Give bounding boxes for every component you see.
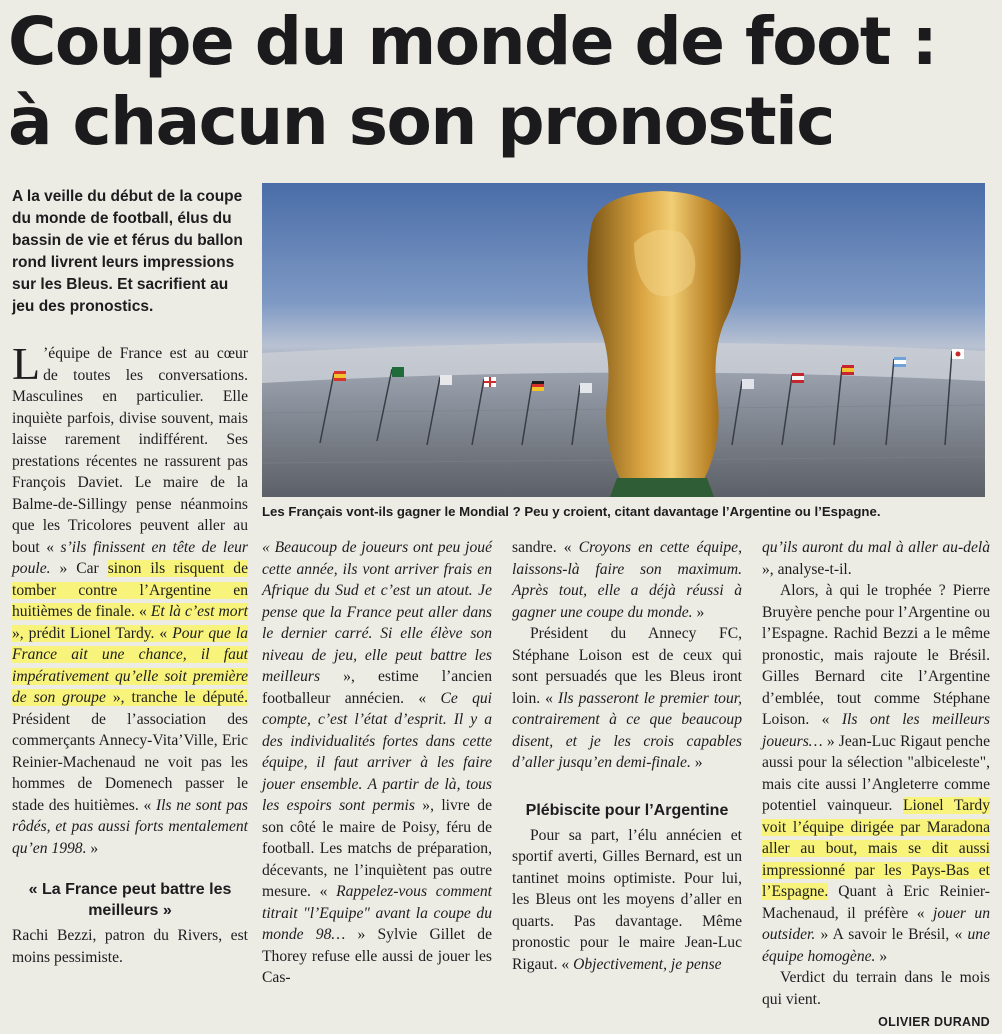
- article-column-2: [262, 537, 492, 989]
- highlighted-text: Lionel Tardy voit l’équipe dirigée par Maradona aller au bout, mais se dit aussi impressionné par les Pays-Bas et l’Espagne.: [762, 797, 990, 900]
- article-paragraph: « Beaucoup de joueurs ont peu joué cette année, ils vont arriver frais en Afrique du Sud et c’est un atout. Je pense que la France peut aller dans le dernier carré. Si elle élève son niveau de jeu, elle peut battre les meilleurs », estime l’ancien footballeur annécien. « Ce qui compte, c’est l’état d’esprit. Il y a des individualités fortes dans cette équipe, il faut arriver à les faire jouer ensemble. A partir de là, tous les espoirs sont permis », livre de son côté le maire de Poisy, féru de football. Les matchs de préparation, décevants, ne l’inquiètent pas outre mesure. « Rappelez-vous comment titrait "l’Equipe" avant la coupe du monde 98… » Sylvie Gillet de Thorey refuse elle aussi de jouer les Cas-: [262, 539, 493, 986]
- lead-paragraph: A la veille du début de la coupe du monde de football, élus du bassin de vie et férus du ballon rond livrent leurs impressions sur les Bleus. Et sacrifient au jeu des pronostics.: [12, 188, 243, 315]
- article-paragraph: Président du Annecy FC, Stéphane Loison est de ceux qui sont persuadés que les Bleus iront loin. « Ils passeront le premier tour, contrairement à ce que beaucoup disent, et je les crois capables d’aller jusqu’en demi-finale. »: [512, 625, 742, 771]
- photo-caption: Les Français vont-ils gagner le Mondial ? Peu y croient, citant davantage l’Argentine ou l’Espagne.: [262, 504, 881, 519]
- headline: [8, 2, 998, 162]
- headline-line-2: à chacun son pronostic: [8, 83, 834, 160]
- world-cup-trophy-photo: [262, 183, 985, 497]
- article-paragraph: Alors, à qui le trophée ? Pierre Bruyère penche pour l’Argentine ou l’Espagne. Rachid Bezzi a le même pronostic, mais rajoute le Brésil. Gilles Bernard cite l’Argentine d’emblée, tout comme Stéphane Loison. « Ils ont les meilleurs joueurs… » Jean-Luc Rigaut penche aussi pour la sélection "albiceleste", mais cite aussi l’Angleterre comme potentiel vainqueur. Lionel Tardy voit l’équipe dirigée par Maradona aller au bout, mais se dit aussi impressionné par les Pays-Bas et l’Espagne. Quant à Eric Reinier-Machenaud, il préfère « jouer un outsider. » A savoir le Brésil, « une équipe homogène. »: [762, 582, 990, 965]
- article-paragraph: Verdict du terrain dans le mois qui vient.: [762, 969, 990, 1008]
- subheading: « La France peut battre les meilleurs »: [28, 881, 232, 919]
- headline-line-1: Coupe du monde de foot :: [8, 3, 937, 80]
- article-paragraph: qu’ils auront du mal à aller au-delà », analyse-t-il.: [762, 539, 990, 578]
- article-paragraph: sandre. « Croyons en cette équipe, laissons-là faire son maximum. Après tout, elle a déjà réussi à gagner une coupe du monde. »: [512, 539, 742, 621]
- article-column-4: [762, 537, 990, 1034]
- stadium-illustration: [262, 183, 985, 497]
- article-paragraph: Rachi Bezzi, patron du Rivers, est moins pessimiste.: [12, 927, 248, 966]
- article-column-3: [512, 537, 742, 975]
- article-paragraph: Pour sa part, l’élu annécien et sportif averti, Gilles Bernard, est un tantinet moins optimiste. Pour lui, les Bleus ont les moyens d’aller en quarts. Pas davantage. Même pronostic pour le maire Jean-Luc Rigaut. « Objectivement, je pense: [512, 826, 742, 973]
- article-column-1: [12, 338, 249, 968]
- drop-cap: L: [12, 338, 41, 389]
- highlighted-text: sinon ils risquent de tomber contre l’Argentine en huitièmes de finale. « Et là c’est mort », prédit Lionel Tardy. « Pour que la France ait une chance, il faut impérativement qu’elle soit première de son groupe », tranche le député.: [12, 560, 249, 706]
- author-signature: OLIVIER DURAND: [878, 1015, 990, 1029]
- subheading: Plébiscite pour l’Argentine: [525, 801, 729, 819]
- article-paragraph: L ’équipe de France est au cœur de toutes les conversations. Masculines en particulier. Elle inquiète parfois, divise souvent, mais laisse rarement indifférent. Ses prestations récentes ne rassurent pas François Daviet. Le maire de la Balme-de-Sillingy pense néanmoins que les Tricolores peuvent aller au bout « s’ils finissent en tête de leur poule. » Car sinon ils risquent de tomber contre l’Argentine en huitièmes de finale. « Et là c’est mort », prédit Lionel Tardy. « Pour que la France ait une chance, il faut impérativement qu’elle soit première de son groupe », tranche le député. Président de l’association des commerçants Annecy-Vita’Ville, Eric Reinier-Machenaud ne voit pas les hommes de Domenech passer le stade des huitièmes. « Ils ne sont pas rôdés, et pas aussi forts mentalement qu’en 1998. »: [12, 338, 249, 857]
